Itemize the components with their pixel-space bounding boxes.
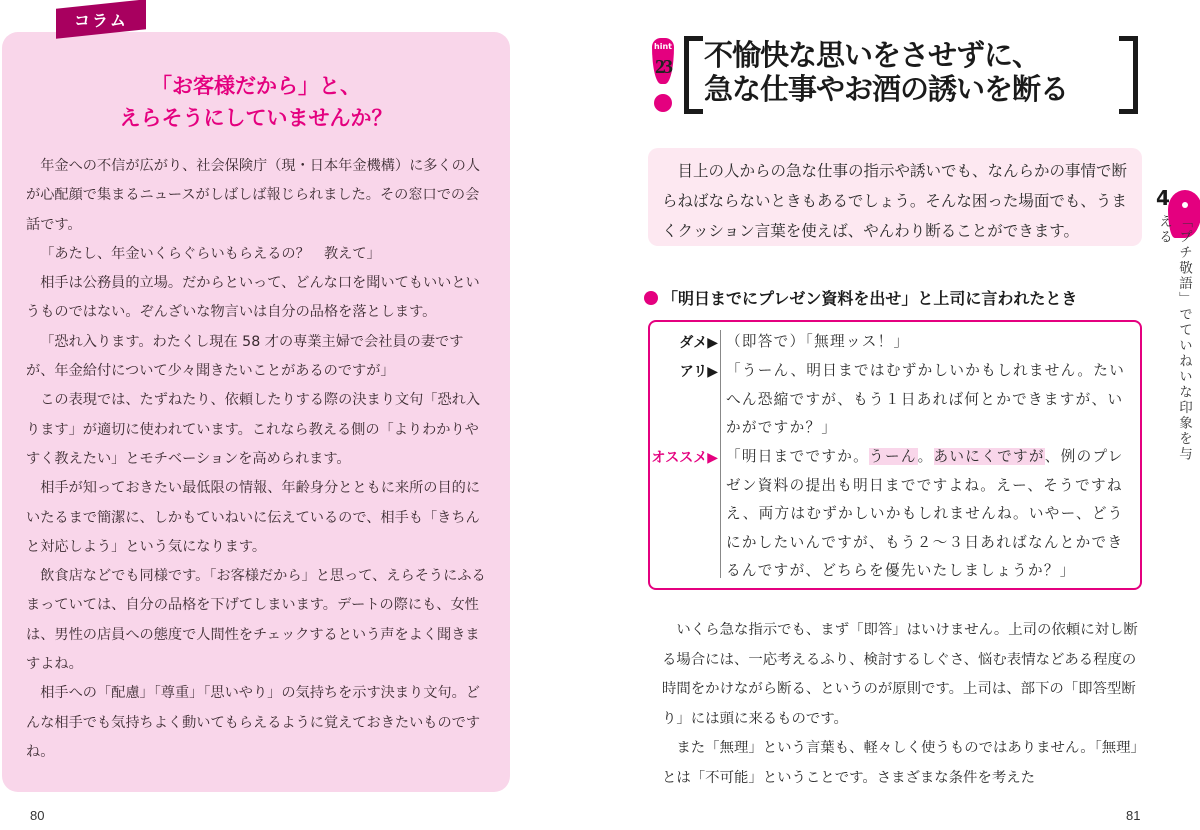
bullet-dot-icon <box>644 291 658 305</box>
left-bracket <box>684 36 703 114</box>
text-segment: 「明日までですか。 <box>726 448 870 465</box>
main-text <box>662 616 1138 793</box>
blob-dot <box>1182 202 1188 208</box>
paragraph: この表現では、たずねたり、依頼したりする際の決まり文句「恐れ入ります」が適切に使われています。これなら教える側の「よりわかりやすく教えたい」とモチベーションを高められます。 <box>26 392 481 467</box>
hint-title-line: 急な仕事やお酒の誘いを断る <box>704 72 1069 106</box>
column-title-line: 「お客様だから」と、 <box>151 74 361 98</box>
hint-title <box>704 38 1068 106</box>
example-box <box>648 320 1142 590</box>
right-page <box>600 0 1200 830</box>
paragraph: 相手は公務員的立場。だからといって、どんな口を聞いてもいいというものではない。ぞんざいな物言いは自分の品格を落とします。 <box>26 275 480 321</box>
page-number-right: 81 <box>1126 808 1141 823</box>
column-title <box>2 70 510 134</box>
paragraph: 「あたし、年金いくらぐらいもらえるの？ 教えて」 <box>40 245 381 262</box>
label-dame: ダメ▶ <box>679 335 718 351</box>
highlight-cushion-word: あいにくですが <box>933 448 1045 465</box>
label-ari: アリ▶ <box>679 364 718 380</box>
label-osusume: オススメ▶ <box>651 450 718 466</box>
column-box <box>2 32 510 792</box>
hint-title-line: 不愉快な思いをさせずに、 <box>704 38 1041 72</box>
section-heading <box>644 286 1077 309</box>
intro-box <box>648 148 1142 246</box>
hint-dot <box>654 94 672 112</box>
paragraph: 相手への「配慮」「尊重」「思いやり」の気持ちを示す決まり文句。どんな相手でも気持ちよく動いてもらえるように覚えておきたいものですね。 <box>26 685 481 760</box>
page-number-left: 80 <box>30 808 45 823</box>
example-text: 「うーん、明日まではむずかしいかもしれません。たいへん恐縮ですが、もう１日あれば何とかできますが、いかがですか？」 <box>726 362 1126 437</box>
chapter-number: 4 <box>1156 186 1170 210</box>
hint-exclamation-icon <box>652 38 676 118</box>
hint-number: 23 <box>655 56 671 78</box>
paragraph: 飲食店などでも同様です。「お客様だから」と思って、えらそうにふるまっていては、自分の品格を下げてしまいます。デートの際にも、女性は、男性の店員への態度で人間性をチェックするという声をよく聞きますよね。 <box>26 568 486 673</box>
example-text <box>726 443 1126 586</box>
highlight-cushion-word: うーん <box>869 448 918 465</box>
right-bracket <box>1119 36 1138 114</box>
paragraph: いくら急な指示でも、まず「即答」はいけません。上司の依頼に対し断る場合には、一応考えるふり、検討するしぐさ、悩む表情などある程度の時間をかけながら断る、というのが原則です。上司は、部下の「即答型断り」には頭に来るものです。 <box>662 622 1138 727</box>
paragraph: 年金への不信が広がり、社会保険庁（現・日本年金機構）に多くの人が心配顔で集まるニュースがしばしば報じられました。その窓口での会話です。 <box>26 158 481 233</box>
example-text: （即答で）「無理ッス！」 <box>726 333 910 350</box>
column-body <box>26 152 486 767</box>
paragraph: 相手が知っておきたい最低限の情報、年齢身分とともに来所の目的にいたるまで簡潔に、しかもていねいに伝えているので、相手も「きちんと対応しよう」という気になります。 <box>26 480 481 555</box>
divider <box>720 330 721 578</box>
chapter-side-tab <box>1148 186 1200 466</box>
intro-text: 目上の人からの急な仕事の指示や誘いでも、なんらかの事情で断らねばならないときもあるでしょう。そんな困った場面でも、うまくクッション言葉を使えば、やんわり断ることができます。 <box>662 162 1128 240</box>
text-segment: 、例のプレゼン資料の提出も明日までですよね。えー、そうですねえ、両方はむずかしいかもしれませんね。いやー、どうにかしたいんですが、もう２〜３日あればなんとかできるんですが、どちらを優先いたしましょうか？」 <box>726 448 1124 580</box>
column-tag-label: コラム <box>74 10 128 30</box>
text-segment: 。 <box>917 448 934 465</box>
paragraph: また「無理」という言葉も、軽々しく使うものではありません。「無理」とは「不可能」ということです。さまざまな条件を考えた <box>662 740 1138 786</box>
chapter-title-vertical: 「プチ敬語」でていねいな印象を与える <box>1156 214 1192 462</box>
hint-label: hint <box>654 42 672 51</box>
paragraph: 「恐れ入ります。わたくし現在 58 才の専業主婦で会社員の妻ですが、年金給付について少々聞きたいことがあるのですが」 <box>26 333 464 380</box>
section-heading-text: 「明日までにプレゼン資料を出せ」と上司に言われたとき <box>662 289 1078 308</box>
column-title-line: えらそうにしていませんか？ <box>119 106 393 130</box>
